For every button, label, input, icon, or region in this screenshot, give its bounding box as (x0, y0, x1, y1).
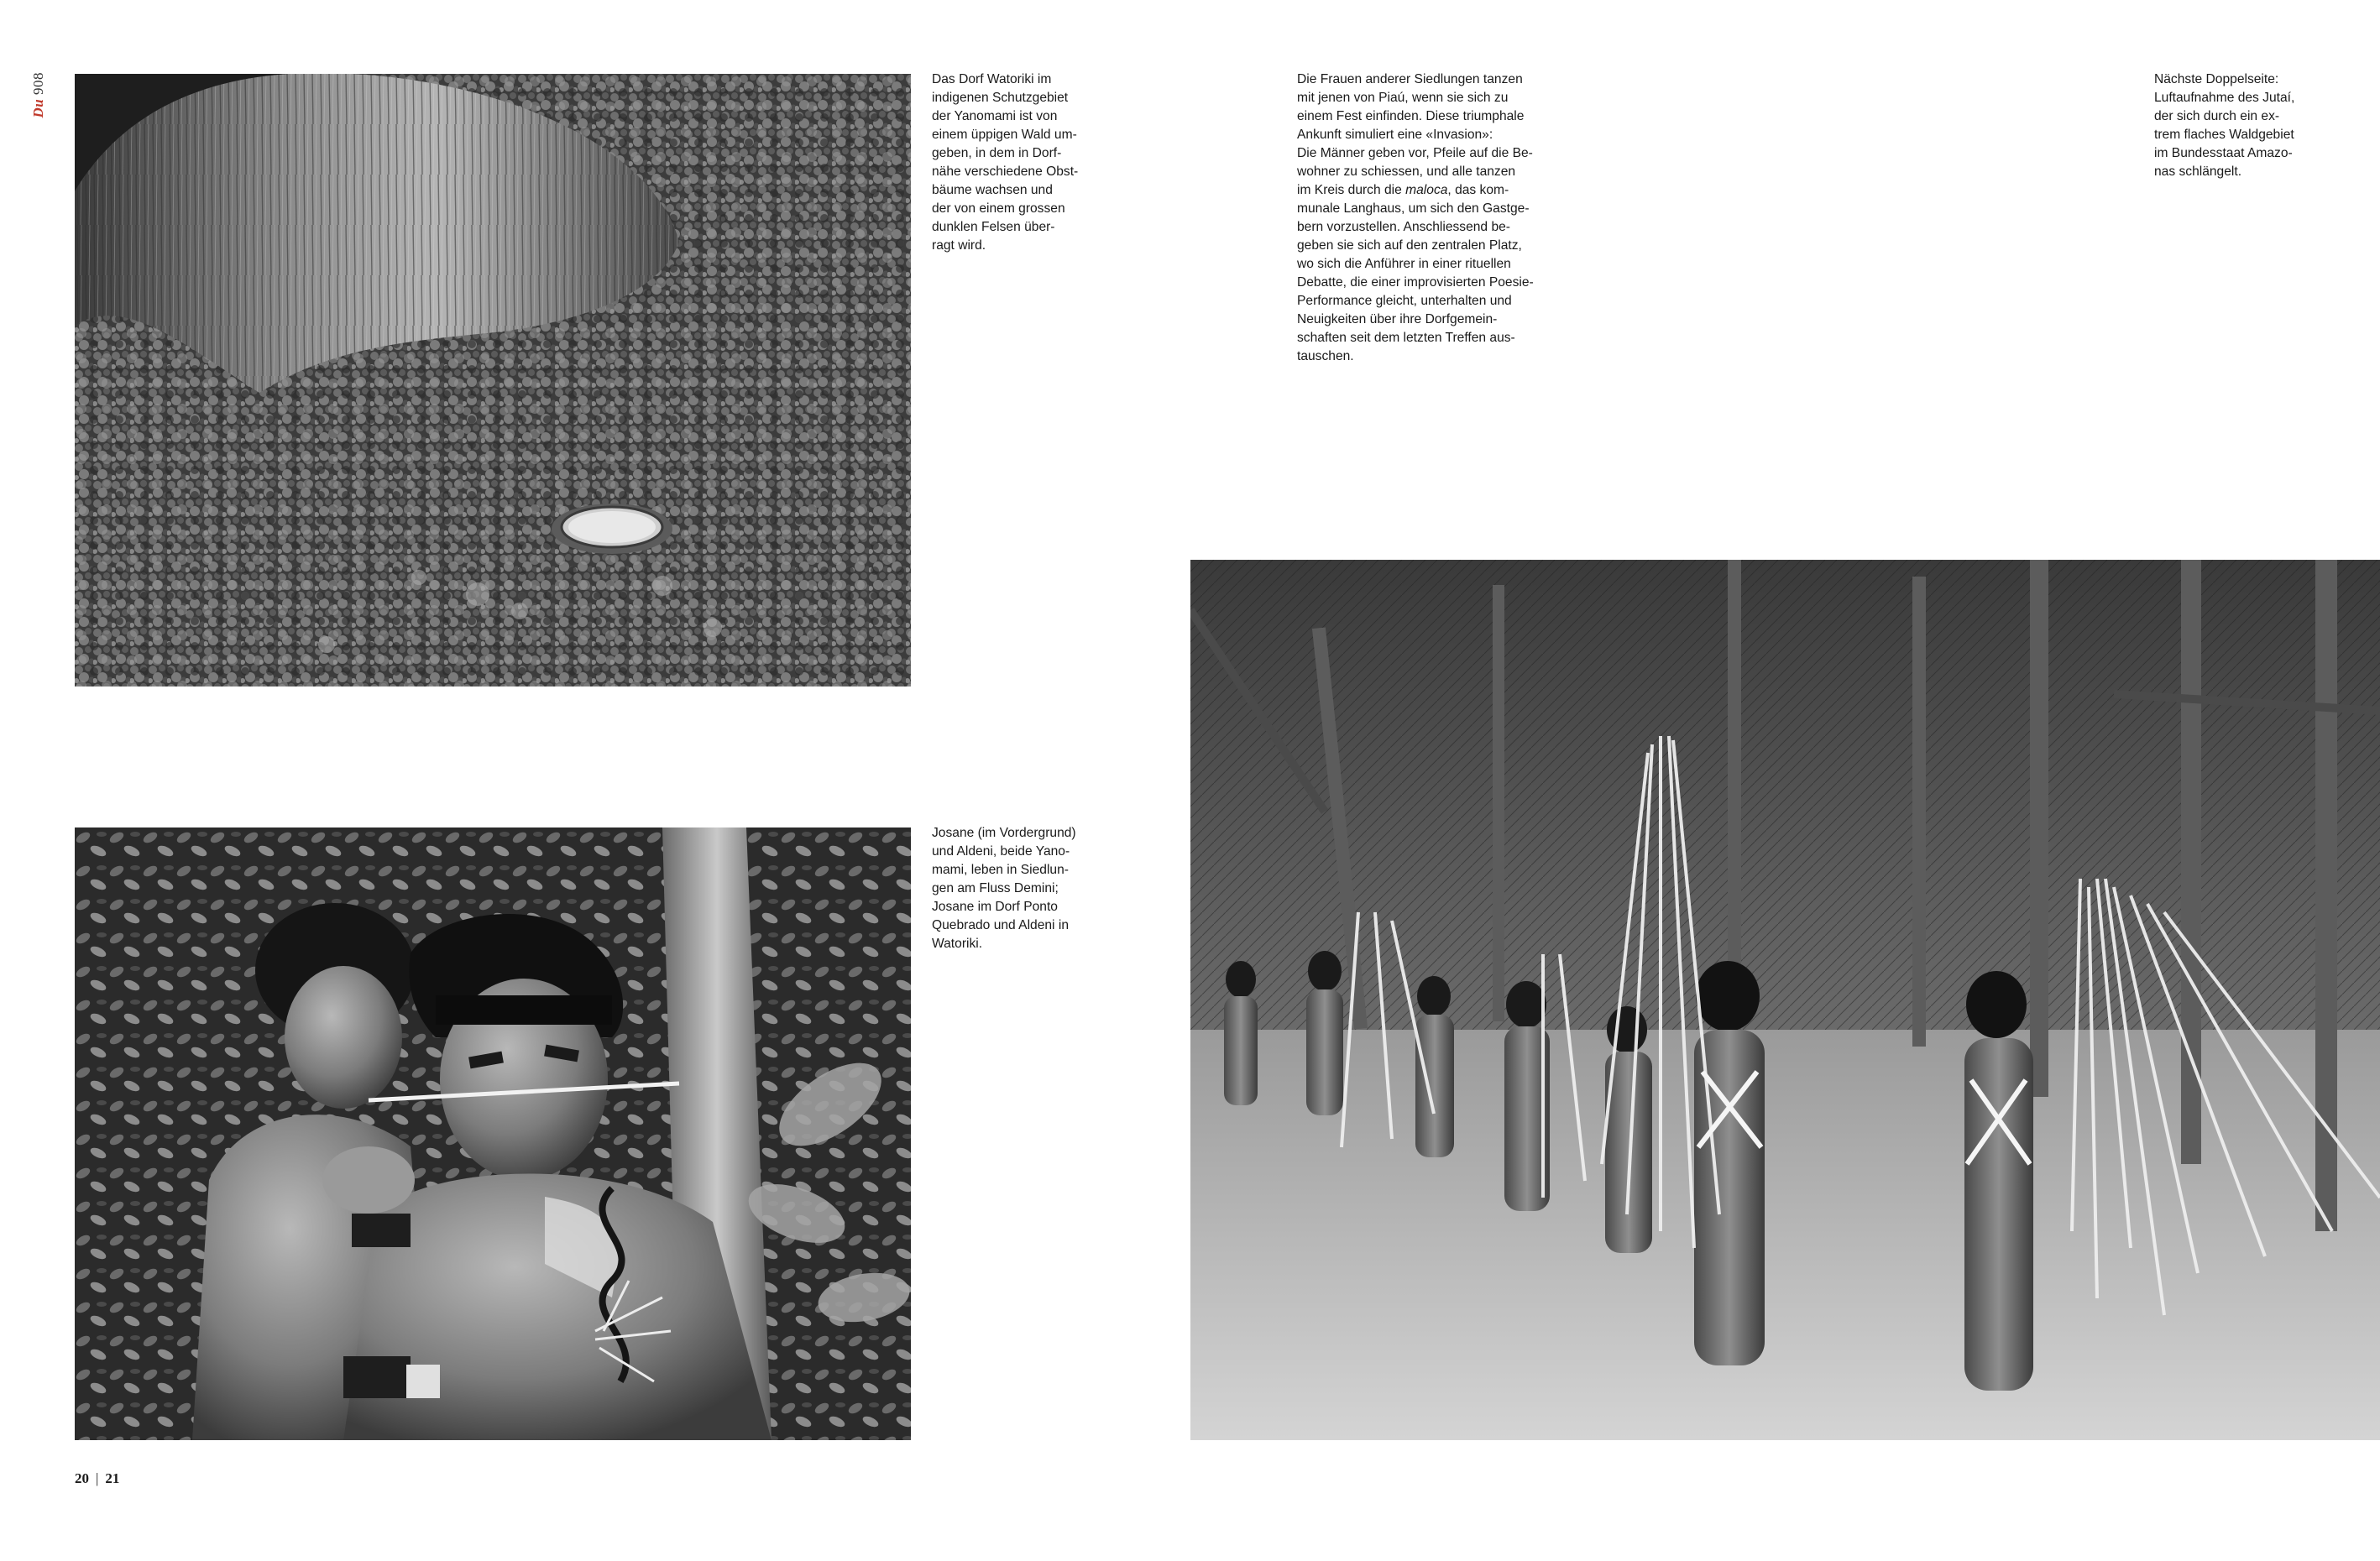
two-women-portrait-photo (75, 827, 911, 1440)
page-numbers (75, 1470, 119, 1487)
page-number-right: 21 (105, 1470, 120, 1486)
running-head (30, 72, 47, 117)
caption-dance-text-2: , das kom- munale Langhaus, um sich den Gastge- bern vorzustellen. Anschliessend be- geben sie sich auf den zentralen Platz, wo sich die Anführer in einer rituellen Debatte, die einer improvisierten Poesie- Performance gleicht, unterhalten und Neuigkeiten über ihre Dorfgemein- schaften seit dem letzten Treffen aus- tauschen. (1297, 183, 1534, 363)
caption-aerial: Das Dorf Watoriki im indigenen Schutzgebiet der Yanomami ist von einem üppigen Wald um- geben, in dem in Dorf- nähe verschiedene Obst- bäume wachsen und der von einem grossen dunklen Felsen über- ragt wird. (932, 72, 1079, 253)
aerial-forest-village-photo (75, 74, 911, 687)
issue-number: 908 (30, 72, 46, 95)
page-number-left: 20 (75, 1470, 89, 1486)
caption-dance (1297, 70, 1582, 366)
longhouse-dance-photo (1190, 560, 2380, 1440)
caption-dance-italic: maloca (1405, 183, 1448, 197)
caption-dance-text-1: Die Frauen anderer Siedlungen tanzen mit jenen von Piaú, wenn sie sich zu einem Fest einfinden. Diese triumphale Ankunft simuliert eine «Invasion»: Die Männer geben vor, Pfeile auf die Be- wohner zu schiessen, und alle tanzen im Kreis durch die (1297, 72, 1533, 197)
magazine-logo: Du (30, 98, 46, 118)
page-number-separator: | (96, 1470, 99, 1486)
caption-next-spread: Nächste Doppelseite: Luftaufnahme des Jutaí, der sich durch ein ex- trem flaches Waldgebiet im Bundesstaat Amazo- nas schlängelt. (2154, 72, 2295, 179)
caption-portrait: Josane (im Vordergrund) und Aldeni, beide Yano- mami, leben in Siedlun- gen am Fluss Demini; Josane im Dorf Ponto Quebrado und Aldeni in Watoriki. (932, 826, 1076, 951)
